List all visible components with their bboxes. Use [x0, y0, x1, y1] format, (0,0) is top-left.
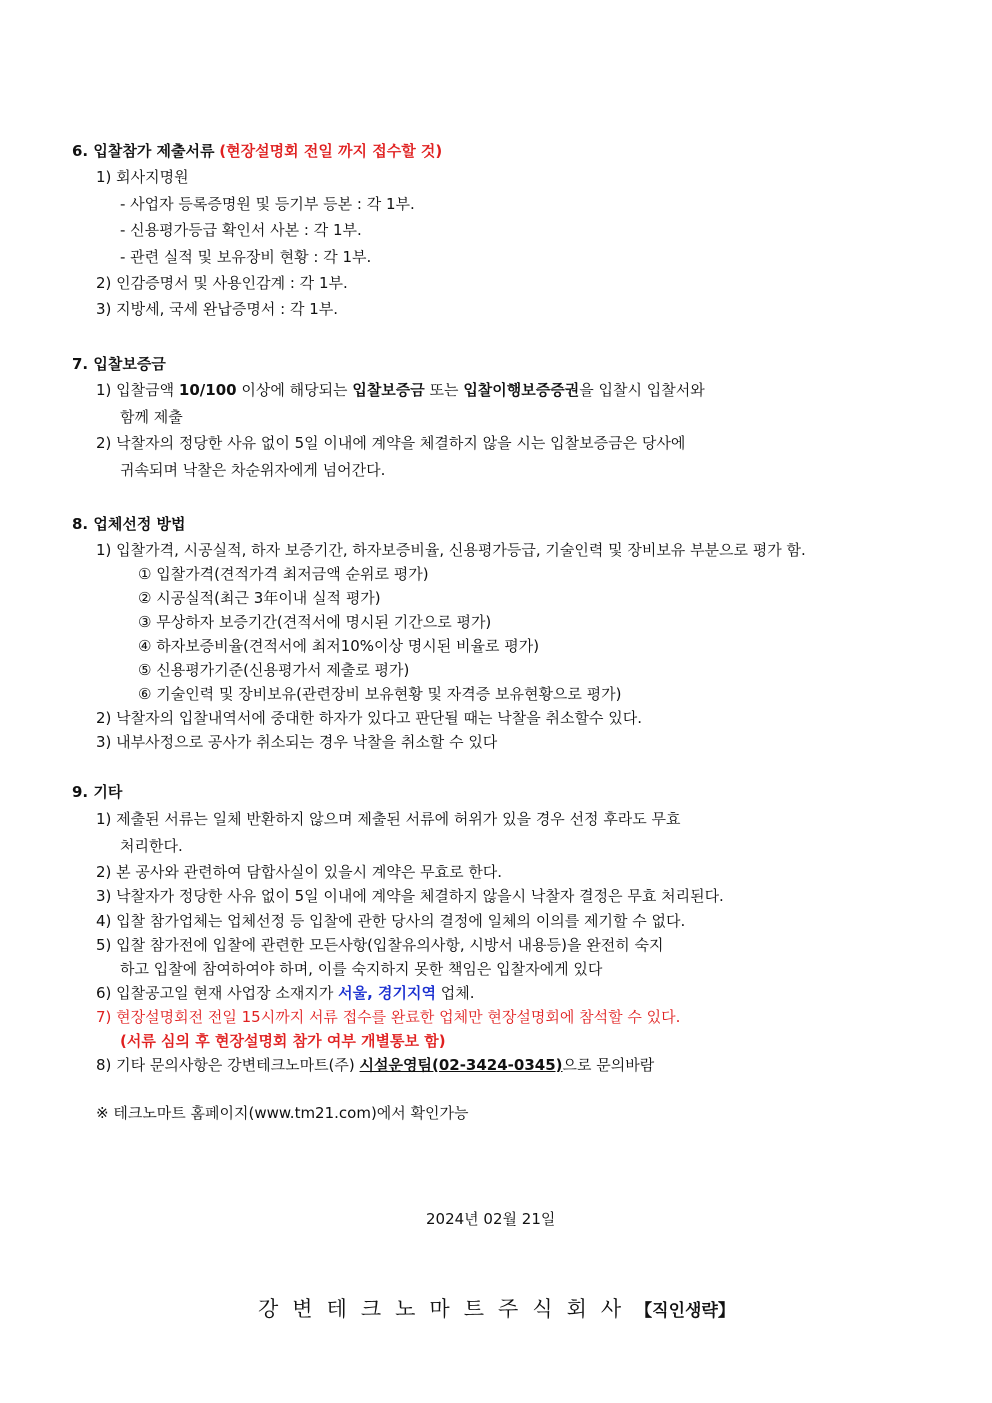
- s8-item-2: 2) 낙찰자의 입찰내역서에 중대한 하자가 있다고 판단될 때는 낙찰을 취소할수 있다.: [96, 709, 643, 727]
- s6-item-3: 3) 지방세, 국세 완납증명서 : 각 1부.: [96, 300, 339, 318]
- s9-item-8: [96, 1055, 654, 1075]
- s8-criterion-3: ③ 무상하자 보증기간(견적서에 명시된 기간으로 평가): [138, 613, 492, 631]
- s9-i8-contact: 시설운영팀(02-3424-0345): [359, 1056, 563, 1074]
- s9-item-7: 7) 현장설명회전 전일 15시까지 서류 접수를 완료한 업체만 현장설명회에 참석할 수 있다.: [96, 1008, 681, 1026]
- s9-i6-part-c: 업체.: [435, 984, 475, 1002]
- s9-i6-part-a: 6) 입찰공고일 현재 사업장 소재지가: [96, 984, 339, 1002]
- s6-item-1a: - 사업자 등록증명원 및 등기부 등본 : 각 1부.: [120, 195, 415, 213]
- s8-item-3: 3) 내부사정으로 공사가 취소되는 경우 낙찰을 취소할 수 있다: [96, 733, 498, 751]
- company-signature: [258, 1296, 735, 1324]
- s9-i6-region: 서울, 경기지역: [338, 984, 436, 1002]
- s6-item-1b: - 신용평가등급 확인서 사본 : 각 1부.: [120, 221, 362, 239]
- s9-item-5-cont: 하고 입찰에 참여하여야 하며, 이를 숙지하지 못한 책임은 입찰자에게 있다: [120, 960, 603, 978]
- s9-item-4: 4) 입찰 참가업체는 업체선정 등 입찰에 관한 당사의 결정에 일체의 이의를 제기할 수 없다.: [96, 912, 686, 930]
- section-6-title: [72, 141, 442, 161]
- s6-item-1c: - 관련 실적 및 보유장비 현황 : 각 1부.: [120, 248, 372, 266]
- s6-item-2: 2) 인감증명서 및 사용인감계 : 각 1부.: [96, 274, 348, 292]
- s8-criterion-4: ④ 하자보증비율(견적서에 최저10%이상 명시된 비율로 평가): [138, 637, 540, 655]
- s7-i1-part-c: 이상에 해당되는: [236, 381, 353, 399]
- s7-item-1-cont: 함께 제출: [120, 408, 183, 426]
- homepage-note: ※ 테크노마트 홈페이지(www.tm21.com)에서 확인가능: [96, 1104, 469, 1122]
- s7-i1-part-g: 을 입찰시 입찰서와: [579, 381, 705, 399]
- s9-item-6: [96, 983, 475, 1003]
- s7-i1-ratio: 10/100: [178, 381, 237, 399]
- section-9-title: 9. 기타: [72, 783, 123, 801]
- s9-item-2: 2) 본 공사와 관련하여 담합사실이 있을시 계약은 무효로 한다.: [96, 863, 503, 881]
- s7-i1-part-a: 1) 입찰금액: [96, 381, 179, 399]
- s9-item-1: 1) 제출된 서류는 일체 반환하지 않으며 제출된 서류에 허위가 있을 경우 선정 후라도 무효: [96, 810, 681, 828]
- s7-i1-deposit: 입찰보증금: [352, 381, 425, 399]
- s8-criterion-6: ⑥ 기술인력 및 장비보유(관련장비 보유현황 및 자격증 보유현황으로 평가): [138, 685, 622, 703]
- s9-i8-part-c: 으로 문의바람: [562, 1056, 655, 1074]
- s6-item-1: 1) 회사지명원: [96, 168, 189, 186]
- s7-i1-part-e: 또는: [424, 381, 464, 399]
- s7-i1-guarantee: 입찰이행보증증권: [463, 381, 580, 399]
- s7-item-1: [96, 380, 705, 400]
- company-name: 강변테크노마트주식회사: [258, 1297, 636, 1321]
- s9-item-7-cont: (서류 심의 후 현장설명회 참가 여부 개별통보 함): [120, 1032, 446, 1050]
- s8-criterion-2: ② 시공실적(최근 3年이내 실적 평가): [138, 589, 381, 607]
- s8-item-1: 1) 입찰가격, 시공실적, 하자 보증기간, 하자보증비율, 신용평가등급, 기술인력 및 장비보유 부분으로 평가 함.: [96, 541, 806, 559]
- document-date: 2024년 02월 21일: [426, 1210, 556, 1228]
- s7-item-2-cont: 귀속되며 낙찰은 차순위자에게 넘어간다.: [120, 461, 386, 479]
- s9-item-1-cont: 처리한다.: [120, 837, 183, 855]
- s9-i8-part-a: 8) 기타 문의사항은 강변테크노마트(주): [96, 1056, 360, 1074]
- section-6-heading: 6. 입찰참가 제출서류: [72, 142, 215, 160]
- seal-omitted: 【직인생략】: [635, 1301, 735, 1321]
- s9-item-5: 5) 입찰 참가전에 입찰에 관련한 모든사항(입찰유의사항, 시방서 내용등)을 완전히 숙지: [96, 936, 664, 954]
- s9-item-3: 3) 낙찰자가 정당한 사유 없이 5일 이내에 계약을 체결하지 않을시 낙찰자 결정은 무효 처리된다.: [96, 887, 724, 905]
- section-6-deadline-note: (현장설명회 전일 까지 접수할 것): [219, 142, 443, 160]
- s8-criterion-1: ① 입찰가격(견적가격 최저금액 순위로 평가): [138, 565, 429, 583]
- section-8-title: 8. 업체선정 방법: [72, 515, 186, 533]
- s8-criterion-5: ⑤ 신용평가기준(신용평가서 제출로 평가): [138, 661, 410, 679]
- section-7-title: 7. 입찰보증금: [72, 355, 166, 373]
- s7-item-2: 2) 낙찰자의 정당한 사유 없이 5일 이내에 계약을 체결하지 않을 시는 입찰보증금은 당사에: [96, 434, 686, 452]
